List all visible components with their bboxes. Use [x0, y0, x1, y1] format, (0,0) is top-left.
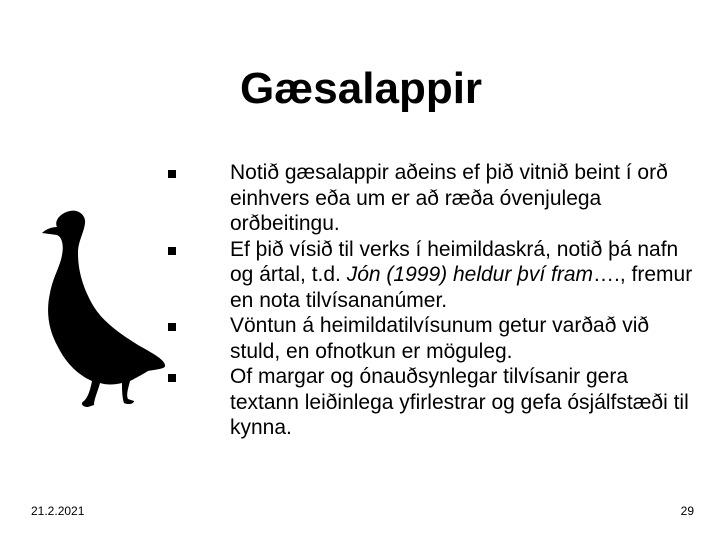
- slide-title: [0, 62, 720, 116]
- bullet-text-after: …., fremur en nota tilvísananúmer.: [230, 263, 693, 312]
- square-bullet-icon: [168, 323, 176, 331]
- bullet-text: Notið gæsalappir aðeins ef þið vitnið beint í orð einhvers eða um er að ræða óvenjulega orðbeitingu.: [230, 161, 668, 235]
- square-bullet-icon: [168, 247, 176, 255]
- bullet-item: [168, 364, 698, 441]
- bullet-text: [230, 238, 692, 312]
- bullet-text-before: Ef þið vísið til verks í heimildaskrá, notið þá nafn og ártal, t.d.: [230, 237, 679, 286]
- bullet-text: Vöntun á heimildatilvísunum getur varðað við stuld, en ofnotkun er möguleg.: [230, 314, 650, 363]
- bullet-item: [168, 313, 698, 364]
- slide-title-text: Gæsalappir: [239, 64, 483, 113]
- square-bullet-icon: [168, 374, 176, 382]
- bullet-text: Of margar og ónauðsynlegar tilvísanir gera textann leiðinlega yfirlestrar og gefa ósjálfstæði til kynna.: [230, 365, 689, 439]
- bullet-item: [168, 237, 698, 314]
- goose-icon: [38, 207, 168, 409]
- bullet-text-italic: Jón (1999) heldur því fram: [346, 263, 594, 286]
- square-bullet-icon: [168, 170, 176, 178]
- bullet-list: [168, 160, 698, 441]
- footer-date: 21.2.2021: [31, 504, 85, 518]
- page-number: 29: [680, 504, 694, 518]
- bullet-item: [168, 160, 698, 237]
